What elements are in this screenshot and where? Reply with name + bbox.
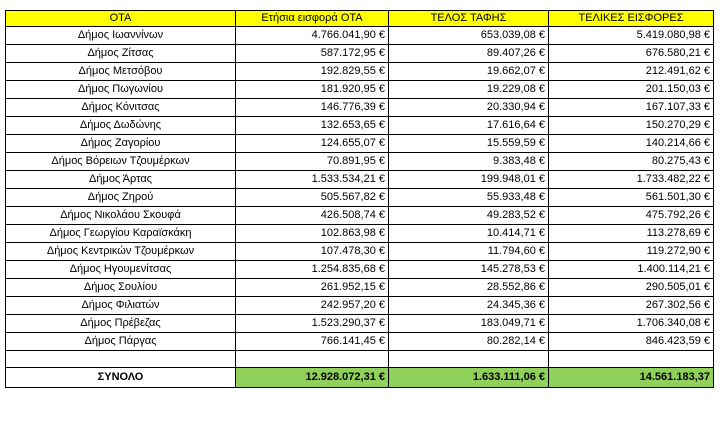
final-contribution: 5.419.080,98 € xyxy=(549,27,714,45)
totals-final: 14.561.183,37 xyxy=(549,368,714,388)
annual-contribution: 132.653,65 € xyxy=(236,117,389,135)
table-row xyxy=(6,225,714,243)
municipality-name: Δήμος Ζίτσας xyxy=(6,45,236,63)
municipality-name: Δήμος Κεντρικών Τζουμέρκων xyxy=(6,243,236,261)
annual-contribution: 70.891,95 € xyxy=(236,153,389,171)
final-contribution: 846.423,59 € xyxy=(549,333,714,351)
annual-contribution: 1.533.534,21 € xyxy=(236,171,389,189)
annual-contribution: 192.829,55 € xyxy=(236,63,389,81)
table-row xyxy=(6,117,714,135)
burial-fee: 199.948,01 € xyxy=(389,171,549,189)
final-contribution: 267.302,56 € xyxy=(549,297,714,315)
header-burial-fee: ΤΕΛΟΣ ΤΑΦΗΣ xyxy=(389,11,549,27)
municipality-name: Δήμος Μετσόβου xyxy=(6,63,236,81)
municipality-name: Δήμος Βόρειων Τζουμέρκων xyxy=(6,153,236,171)
header-annual-contribution: Ετήσια εισφορά ΟΤΑ xyxy=(236,11,389,27)
table-row xyxy=(6,207,714,225)
final-contribution: 1.706.340,08 € xyxy=(549,315,714,333)
table-row xyxy=(6,153,714,171)
burial-fee: 24.345,36 € xyxy=(389,297,549,315)
annual-contribution: 505.567,82 € xyxy=(236,189,389,207)
final-contribution: 119.272,90 € xyxy=(549,243,714,261)
totals-row xyxy=(6,368,714,388)
table-row xyxy=(6,279,714,297)
burial-fee: 49.283,52 € xyxy=(389,207,549,225)
municipality-name: Δήμος Νικολάου Σκουφά xyxy=(6,207,236,225)
table-row xyxy=(6,27,714,45)
blank-cell xyxy=(236,351,389,368)
annual-contribution: 102.863,98 € xyxy=(236,225,389,243)
table-row xyxy=(6,99,714,117)
annual-contribution: 107.478,30 € xyxy=(236,243,389,261)
burial-fee: 19.662,07 € xyxy=(389,63,549,81)
final-contribution: 80.275,43 € xyxy=(549,153,714,171)
annual-contribution: 4.766.041,90 € xyxy=(236,27,389,45)
annual-contribution: 587.172,95 € xyxy=(236,45,389,63)
burial-fee: 653.039,08 € xyxy=(389,27,549,45)
municipality-name: Δήμος Ζαγορίου xyxy=(6,135,236,153)
table-row xyxy=(6,261,714,279)
municipality-name: Δήμος Ζηρού xyxy=(6,189,236,207)
municipality-name: Δήμος Κόνιτσας xyxy=(6,99,236,117)
burial-fee: 80.282,14 € xyxy=(389,333,549,351)
header-row xyxy=(6,11,714,27)
blank-cell xyxy=(389,351,549,368)
final-contribution: 676.580,21 € xyxy=(549,45,714,63)
municipality-name: Δήμος Πωγωνίου xyxy=(6,81,236,99)
table-row xyxy=(6,189,714,207)
annual-contribution: 146.776,39 € xyxy=(236,99,389,117)
table-row xyxy=(6,81,714,99)
final-contribution: 561.501,30 € xyxy=(549,189,714,207)
burial-fee: 89.407,26 € xyxy=(389,45,549,63)
table-row xyxy=(6,315,714,333)
burial-fee: 55.933,48 € xyxy=(389,189,549,207)
final-contribution: 150.270,29 € xyxy=(549,117,714,135)
burial-fee: 183.049,71 € xyxy=(389,315,549,333)
totals-fee: 1.633.111,06 € xyxy=(389,368,549,388)
table-row xyxy=(6,243,714,261)
annual-contribution: 124.655,07 € xyxy=(236,135,389,153)
municipality-name: Δήμος Άρτας xyxy=(6,171,236,189)
final-contribution: 1.733.482,22 € xyxy=(549,171,714,189)
blank-cell xyxy=(6,351,236,368)
totals-label: ΣΥΝΟΛΟ xyxy=(6,368,236,388)
municipality-name: Δήμος Ηγουμενίτσας xyxy=(6,261,236,279)
final-contribution: 201.150,03 € xyxy=(549,81,714,99)
totals-annual: 12.928.072,31 € xyxy=(236,368,389,388)
municipality-name: Δήμος Σουλίου xyxy=(6,279,236,297)
municipality-name: Δήμος Γεωργίου Καραϊσκάκη xyxy=(6,225,236,243)
burial-fee: 10.414,71 € xyxy=(389,225,549,243)
final-contribution: 1.400.114,21 € xyxy=(549,261,714,279)
table-body xyxy=(6,27,714,351)
annual-contribution: 1.523.290,37 € xyxy=(236,315,389,333)
municipality-name: Δήμος Ιωαννίνων xyxy=(6,27,236,45)
table-row xyxy=(6,333,714,351)
final-contribution: 290.505,01 € xyxy=(549,279,714,297)
burial-fee: 28.552,86 € xyxy=(389,279,549,297)
annual-contribution: 1.254.835,68 € xyxy=(236,261,389,279)
annual-contribution: 242.957,20 € xyxy=(236,297,389,315)
blank-cell xyxy=(549,351,714,368)
annual-contribution: 181.920,95 € xyxy=(236,81,389,99)
municipality-name: Δήμος Φιλιατών xyxy=(6,297,236,315)
header-final-contributions: ΤΕΛΙΚΕΣ ΕΙΣΦΟΡΕΣ xyxy=(549,11,714,27)
annual-contribution: 766.141,45 € xyxy=(236,333,389,351)
blank-row xyxy=(6,351,714,368)
burial-fee: 17.616,64 € xyxy=(389,117,549,135)
table-row xyxy=(6,63,714,81)
table-row xyxy=(6,171,714,189)
final-contribution: 212.491,62 € xyxy=(549,63,714,81)
final-contribution: 140.214,66 € xyxy=(549,135,714,153)
burial-fee: 15.559,59 € xyxy=(389,135,549,153)
burial-fee: 11.794,60 € xyxy=(389,243,549,261)
burial-fee: 20.330,94 € xyxy=(389,99,549,117)
final-contribution: 167.107,33 € xyxy=(549,99,714,117)
annual-contribution: 426.508,74 € xyxy=(236,207,389,225)
header-ota: ΟΤΑ xyxy=(6,11,236,27)
burial-fee: 145.278,53 € xyxy=(389,261,549,279)
burial-fee: 9.383,48 € xyxy=(389,153,549,171)
table-row xyxy=(6,135,714,153)
burial-fee: 19.229,08 € xyxy=(389,81,549,99)
final-contribution: 113.278,69 € xyxy=(549,225,714,243)
contributions-table xyxy=(5,10,714,388)
municipality-name: Δήμος Δωδώνης xyxy=(6,117,236,135)
annual-contribution: 261.952,15 € xyxy=(236,279,389,297)
municipality-name: Δήμος Πρέβεζας xyxy=(6,315,236,333)
table-row xyxy=(6,297,714,315)
table-row xyxy=(6,45,714,63)
municipality-name: Δήμος Πάργας xyxy=(6,333,236,351)
final-contribution: 475.792,26 € xyxy=(549,207,714,225)
